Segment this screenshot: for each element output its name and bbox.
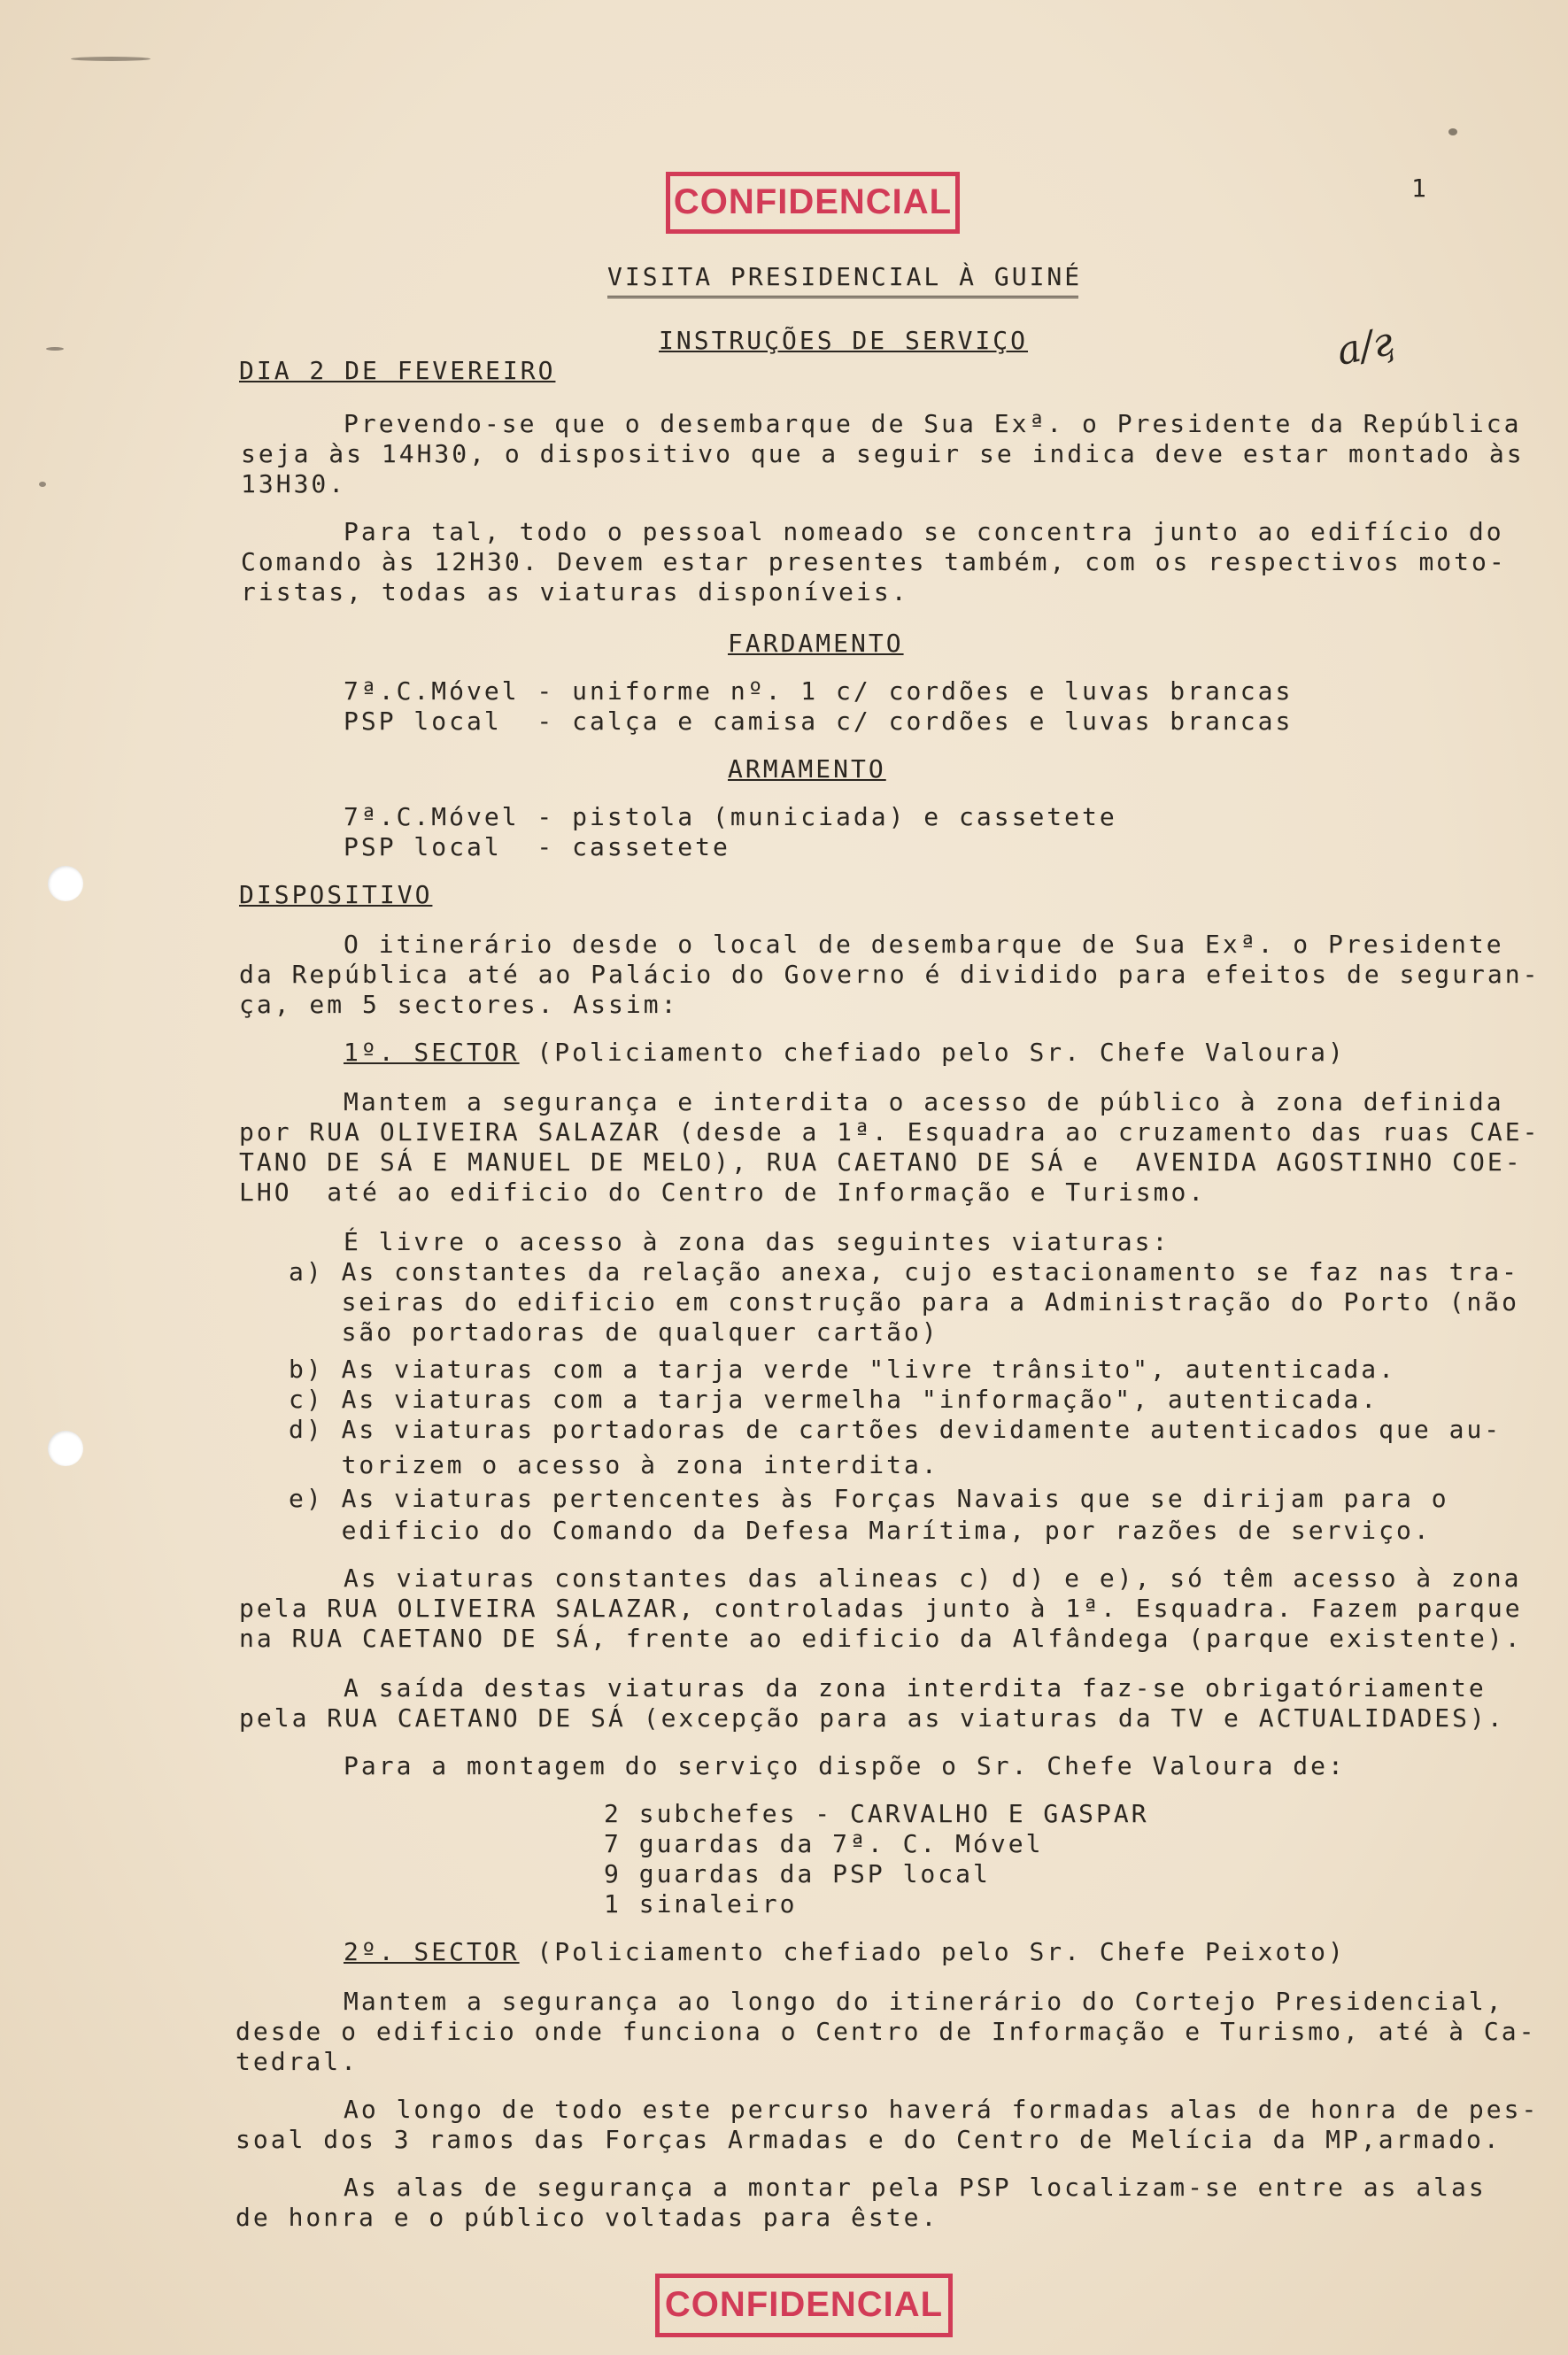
sector1-item-line: d) As viaturas portadoras de cartões devidamente autenticados que au-: [289, 1415, 1502, 1444]
confidential-stamp-top: [666, 172, 960, 234]
armamento-row: 7ª.C.Móvel - pistola (municiada) e cassetete: [344, 802, 1117, 831]
para2-line: ristas, todas as viaturas disponíveis.: [241, 577, 909, 606]
title-double-underline: [607, 296, 1078, 298]
sector2-heading: [344, 1937, 1346, 1967]
sector1-heading: [344, 1038, 1346, 1068]
dispositivo-line: da República até ao Palácio do Governo é dividido para efeitos de seguran-: [239, 960, 1541, 989]
ink-speck: [46, 347, 64, 351]
sector1-para1-line: Mantem a segurança e interdita o acesso de público à zona definida: [344, 1087, 1504, 1116]
sector1-para3-line: na RUA CAETANO DE SÁ, frente ao edificio da Alfândega (parque existente).: [239, 1624, 1523, 1653]
day-heading: DIA 2 DE FEVEREIRO: [239, 356, 556, 385]
fardamento-row: PSP local - calça e camisa c/ cordões e luvas brancas: [344, 706, 1294, 736]
sector2-para3-line: de honra e o público voltadas para êste.: [236, 2203, 939, 2232]
para2-line: Para tal, todo o pessoal nomeado se concentra junto ao edifício do: [344, 517, 1504, 546]
dispositivo-heading: DISPOSITIVO: [239, 880, 433, 909]
sector1-item-line: seiras do edificio em construção para a Administração do Porto (não: [289, 1287, 1520, 1316]
sector2-para1-line: tedral.: [236, 2047, 359, 2076]
sector1-para4-line: A saída destas viaturas da zona interdita faz-se obrigatóriamente: [344, 1673, 1487, 1703]
armamento-heading: ARMAMENTO: [728, 754, 886, 784]
sector1-para5: Para a montagem do serviço dispõe o Sr. Chefe Valoura de:: [344, 1751, 1346, 1780]
sector1-item-line: e) As viaturas pertencentes às Forças Navais que se dirijam para o: [289, 1484, 1449, 1513]
sector1-staff-line: 9 guardas da PSP local: [604, 1859, 991, 1888]
para2-line: Comando às 12H30. Devem estar presentes também, com os respectivos moto-: [241, 547, 1507, 576]
sector2-chief: (Policiamento chefiado pelo Sr. Chefe Peixoto): [519, 1937, 1346, 1966]
ink-speck: [39, 482, 46, 487]
stamp-top-text: CONFIDENCIAL: [673, 182, 953, 221]
sector1-para4-line: pela RUA CAETANO DE SÁ (excepção para as viaturas da TV e ACTUALIDADES).: [239, 1703, 1505, 1733]
sector1-staff-line: 1 sinaleiro: [604, 1889, 798, 1919]
intro-line: seja às 14H30, o dispositivo que a seguir se indica deve estar montado às: [241, 439, 1525, 468]
sector2-para1-line: Mantem a segurança ao longo do itinerário do Cortejo Presidencial,: [344, 1987, 1504, 2016]
sector1-staff-line: 2 subchefes - CARVALHO E GASPAR: [604, 1799, 1149, 1828]
intro-line: Prevendo-se que o desembarque de Sua Exª. o Presidente da República: [344, 409, 1522, 438]
confidential-stamp-bottom: [655, 2274, 953, 2337]
ink-speck: [71, 57, 151, 61]
sector2-para2-line: Ao longo de todo este percurso haverá formadas alas de honra de pes-: [344, 2095, 1540, 2124]
document-title: VISITA PRESIDENCIAL À GUINÉ: [607, 262, 1083, 291]
sector1-para1-line: LHO até ao edificio do Centro de Informação e Turismo.: [239, 1178, 1207, 1207]
sector1-para1-line: por RUA OLIVEIRA SALAZAR (desde a 1ª. Esquadra ao cruzamento das ruas CAE-: [239, 1117, 1541, 1147]
sector1-item-line: c) As viaturas com a tarja vermelha "informação", autenticada.: [289, 1385, 1379, 1414]
document-subtitle: INSTRUÇÕES DE SERVIÇO: [659, 326, 1029, 355]
sector1-staff-line: 7 guardas da 7ª. C. Móvel: [604, 1829, 1044, 1858]
punch-hole-top: [48, 866, 83, 901]
intro-line: 13H30.: [241, 469, 347, 498]
page-number: 1: [1411, 174, 1429, 203]
punch-hole-bottom: [48, 1431, 83, 1466]
sector1-item-line: edificio do Comando da Defesa Marítima, por razões de serviço.: [289, 1516, 1432, 1545]
sector1-para3-line: pela RUA OLIVEIRA SALAZAR, controladas junto à 1ª. Esquadra. Fazem parque: [239, 1594, 1523, 1623]
sector1-chief: (Policiamento chefiado pelo Sr. Chefe Valoura): [519, 1038, 1346, 1067]
stamp-bottom-text: CONFIDENCIAL: [664, 2285, 944, 2324]
sector2-para2-line: soal dos 3 ramos das Forças Armadas e do Centro de Melícia da MP,armado.: [236, 2125, 1502, 2154]
armamento-row: PSP local - cassetete: [344, 832, 730, 861]
sector2-para3-line: As alas de segurança a montar pela PSP localizam-se entre as alas: [344, 2173, 1487, 2202]
sector1-para2-lead: É livre o acesso à zona das seguintes viaturas:: [344, 1227, 1170, 1256]
sector1-para1-line: TANO DE SÁ E MANUEL DE MELO), RUA CAETANO DE SÁ e AVENIDA AGOSTINHO COE-: [239, 1147, 1523, 1177]
fardamento-row: 7ª.C.Móvel - uniforme nº. 1 c/ cordões e luvas brancas: [344, 676, 1294, 706]
sector1-item-line: são portadoras de qualquer cartão): [289, 1317, 939, 1347]
sector2-label: 2º. SECTOR: [344, 1937, 520, 1966]
sector1-label: 1º. SECTOR: [344, 1038, 520, 1067]
sector1-item-line: torizem o acesso à zona interdita.: [289, 1450, 939, 1479]
sector2-para1-line: desde o edificio onde funciona o Centro de Informação e Turismo, até à Ca-: [236, 2017, 1537, 2046]
dispositivo-line: ça, em 5 sectores. Assim:: [239, 990, 679, 1019]
sector1-item-line: b) As viaturas com a tarja verde "livre trânsito", autenticada.: [289, 1355, 1397, 1384]
handwritten-initials: a/ӷ: [1332, 318, 1397, 375]
fardamento-heading: FARDAMENTO: [728, 629, 904, 658]
sector1-para3-line: As viaturas constantes das alineas c) d) e e), só têm acesso à zona: [344, 1564, 1522, 1593]
sector1-item-line: a) As constantes da relação anexa, cujo estacionamento se faz nas tra-: [289, 1257, 1520, 1286]
dispositivo-line: O itinerário desde o local de desembarque de Sua Exª. o Presidente: [344, 930, 1504, 959]
ink-speck: [1448, 128, 1457, 135]
